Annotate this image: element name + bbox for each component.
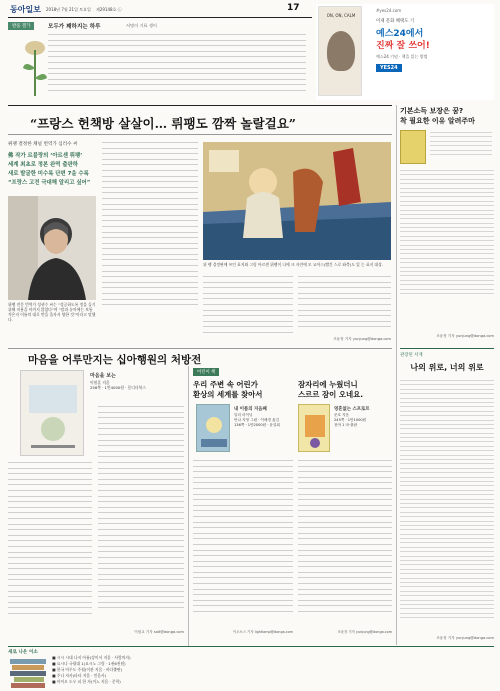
ad-banner[interactable] bbox=[316, 4, 494, 100]
bottom-left-book-info: 이원훈 지음 256쪽 · 1만4000원 · 몽디더북스 bbox=[90, 380, 146, 390]
deck-line-2: 세계 최초로 정본 완역 출판하 bbox=[8, 162, 78, 168]
side-top-credit: 조윤정 기자 yunjung@donga.com bbox=[436, 334, 494, 338]
side-top-book bbox=[400, 130, 426, 164]
sidebar-divider bbox=[396, 105, 397, 645]
masthead-issue: 제29148호 ㉡ bbox=[96, 7, 122, 12]
kids-body-col1 bbox=[193, 460, 293, 617]
masthead-rule bbox=[8, 17, 312, 18]
main-headline-rule bbox=[8, 134, 392, 135]
new-books-label: 새로 나온 이소 bbox=[8, 650, 38, 655]
sprout-icon bbox=[20, 38, 50, 102]
side-top-book-info bbox=[430, 132, 492, 158]
side-bottom-rule bbox=[400, 348, 494, 349]
masthead-date: 2018년 7월 21일 토요일 bbox=[46, 7, 91, 12]
main-deck bbox=[8, 152, 96, 188]
ad-text1: 이제 문화 혜택도 기 bbox=[376, 19, 415, 24]
new-book-item: ■ 시시 시대 나지 아름(강이서 지음 · 사람의자) bbox=[52, 655, 131, 660]
main-headline: “프랑스 헌책방 살살이… 뤼팽도 깜짝 놀랄걸요” bbox=[30, 116, 296, 131]
main-top-rule bbox=[8, 105, 392, 106]
side-bottom-label: 관장된 서재 bbox=[400, 353, 423, 358]
kids-credit-2: 조윤정 기자 yunjung@donga.com bbox=[337, 630, 392, 634]
cover-caption: 위 팽 결정판에 쓰인 표지와 그림 아르센 뤼팽이 나에 크 자전에 모 요어스(빨간 스로 좌측)도 있 는 표지 대상. bbox=[203, 262, 383, 267]
side-top bbox=[400, 106, 494, 126]
deck-line-1: 佛 작가 르블랑의 ‘아르센 뤼팽’ bbox=[8, 153, 83, 159]
top-column-body bbox=[48, 34, 306, 96]
ad-book-title: ON, ON, CALM bbox=[326, 13, 356, 18]
kids-book2-info: 문호 지음 245쪽 · 1만1000원 천야 1 마·출판 bbox=[334, 413, 367, 427]
new-book-item: ■ 한국 아무도 주월(이관 지음 · 바다출판) bbox=[52, 667, 123, 672]
main-body-col1 bbox=[102, 142, 198, 310]
bottom-left-cover bbox=[20, 370, 84, 456]
kids-book2-title: 영혼없는 스프로르 bbox=[334, 407, 370, 412]
bottom-left-headline: 마음을 어루만지는 십아행원의 처방전 bbox=[28, 354, 202, 366]
page-number: 17 bbox=[287, 3, 300, 13]
kids-book1-cover bbox=[196, 404, 230, 452]
deck-line-4: “프랑스 고전 극대해 알리고 싶어” bbox=[8, 180, 91, 186]
cover-illustration bbox=[203, 142, 391, 260]
kids-body-col2 bbox=[298, 460, 392, 617]
side-bottom-body bbox=[400, 380, 494, 621]
ad-brand: YES24 bbox=[376, 64, 402, 72]
top-column bbox=[8, 20, 312, 102]
photo-caption: 뤼팽 전문 번역가 성귀수 씨는 “성공하도록 정을 들기 위해 비용을 아끼지 않았다”며 “말과 유마에는 보통 적은지 이름의 대로 반을 올자서 양한 것”이라고 말했다. bbox=[8, 302, 96, 322]
bottom-left-rule bbox=[8, 348, 392, 349]
ad-figure-icon bbox=[327, 31, 355, 71]
side-top-headline-1: 기본소득 보장은 꿈? bbox=[400, 107, 464, 115]
main-body-col2 bbox=[203, 276, 293, 338]
ad-book-cover bbox=[318, 6, 362, 96]
kids-divider bbox=[188, 366, 189, 646]
kids-label: 어린이 책 bbox=[193, 368, 219, 376]
kids-credit-1: 이오소스 기자 lightlamp@donga.com bbox=[232, 630, 293, 634]
new-book-item: ■ 주나 자사(타타 지음 · 민음사) bbox=[52, 673, 107, 678]
new-book-item: ■ 요시나 국립대 1(요시노 그림 · 1권6천원) bbox=[52, 661, 126, 666]
bottom-left-book-title: 마음을 보는 bbox=[90, 373, 116, 379]
ad-handle: #yes24.com bbox=[376, 8, 402, 13]
ad-text2: 예스24에서 bbox=[376, 29, 424, 39]
new-books-stack bbox=[8, 657, 48, 689]
top-column-headline: 모두가 꽤하지는 하루 bbox=[48, 24, 101, 30]
top-column-label: 발품 갤가 bbox=[8, 22, 34, 30]
deck-line-3: 새로 발굴한 미수록 단편 7을 수록 bbox=[8, 171, 89, 177]
kids-book2-cover bbox=[298, 404, 330, 452]
main-body-col3 bbox=[298, 276, 391, 332]
paper-logo: 동아일보 bbox=[10, 5, 41, 14]
kids-headline-4: 스르르 잠이 오네요. bbox=[298, 390, 364, 399]
side-bottom-headline: 나의 위로, 너의 위로 bbox=[410, 363, 484, 372]
new-books-list bbox=[52, 655, 492, 689]
new-books-rule bbox=[8, 646, 494, 647]
main-kicker: 뤼팽 결정한 채널 번역가 심러수 씨 bbox=[8, 142, 78, 147]
kids-headline-left bbox=[193, 380, 293, 400]
ad-text4: 예스24 기념 · 책을 읽는 방법 bbox=[376, 54, 428, 59]
side-top-headline-2: 착 필요한 이유 알려주마 bbox=[400, 117, 475, 125]
side-bottom-credit: 조윤정 기자 yunjung@donga.com bbox=[436, 636, 494, 640]
top-column-byline: 서명이 기표 생이 bbox=[126, 23, 157, 28]
kids-headline-2: 환상의 세계를 찾아서 bbox=[193, 390, 263, 399]
kids-book1-title: 내 이름의 지음째 bbox=[234, 407, 267, 412]
kids-headline-1: 우리 주변 속 어린가 bbox=[193, 380, 258, 389]
kids-headline-3: 잠자리에 누웠더니 bbox=[298, 380, 358, 389]
bottom-left-body-col2 bbox=[98, 406, 184, 613]
ad-text3: 진짜 잘 쓰어! bbox=[376, 41, 430, 51]
translator-photo bbox=[8, 196, 96, 300]
bottom-left-credit: 이원교 기자 salt@donga.com bbox=[134, 630, 184, 634]
side-top-body bbox=[400, 170, 494, 297]
main-credit: 조윤정 기자 yunjung@donga.com bbox=[333, 337, 391, 341]
kids-book1-info: 알리 마이닝 안나 지영 그림 · 이혜경 옮김 136쪽 · 1만2000원 · 윤얼회 bbox=[234, 413, 280, 427]
bottom-left-body-col1 bbox=[8, 462, 92, 619]
kids-headline-right bbox=[298, 380, 392, 400]
new-book-item: ■ 아이오 도우 피 한 자(이노 지음 · 문학) bbox=[52, 679, 121, 684]
